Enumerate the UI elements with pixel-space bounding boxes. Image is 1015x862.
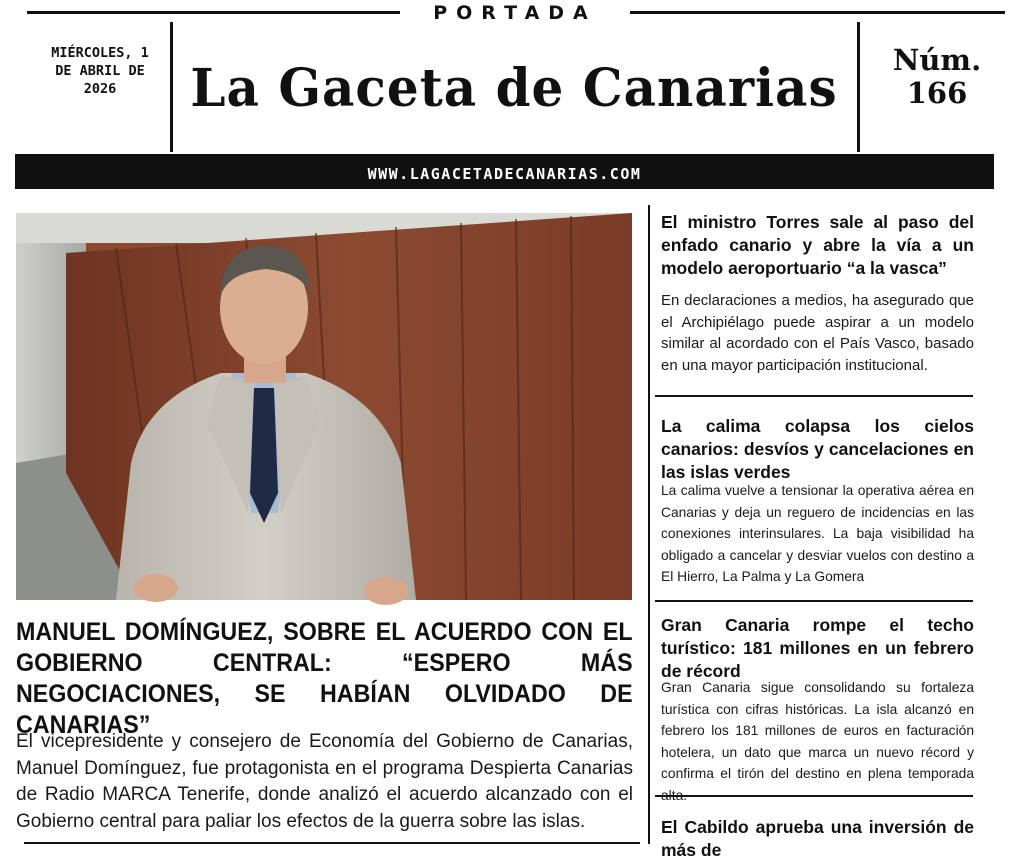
section-label: PORTADA: [433, 2, 597, 24]
issue-number: [872, 44, 1002, 110]
column-divider: [648, 205, 650, 844]
side-headline-4[interactable]: El Cabildo aprueba una inversión de más de: [661, 817, 974, 860]
lead-headline[interactable]: MANUEL DOMÍNGUEZ, SOBRE EL ACUERDO CON EL GOBIERNO CENTRAL: “ESPERO MÁS NEGOCIACIONES, SE HABÍAN OLVIDADO DE CANARIAS”: [16, 618, 633, 739]
lead-body: El vicepresidente y consejero de Economía del Gobierno de Canarias, Manuel Domínguez, fue protagonista en el programa Despierta Canarias de Radio MARCA Tenerife, donde analizó el acuerdo alcanzado con el Gobierno central para paliar los efectos de la guerra sobre las islas.: [16, 731, 633, 832]
portrait-photo-illustration: [16, 213, 632, 600]
masthead-divider-right: [857, 22, 860, 152]
side-rule-2: [655, 600, 973, 602]
side-headline-1[interactable]: El ministro Torres sale al paso del enfado canario y abre la vía a un modelo aeroportuario “a la vasca”: [661, 212, 974, 278]
side-rule-1: [655, 395, 973, 397]
url-bar: [15, 154, 994, 189]
issue-value: 166: [906, 76, 968, 110]
side-headline-2[interactable]: La calima colapsa los cielos canarios: desvíos y cancelaciones en las islas verdes: [661, 416, 974, 482]
masthead-title: La Gaceta de Canarias: [190, 56, 838, 119]
issue-label: Núm.: [892, 43, 982, 77]
date-line-2: DE ABRIL DE: [55, 63, 145, 79]
top-rule-left: [27, 11, 400, 14]
masthead-divider-left: [170, 22, 173, 152]
top-rule-right: [630, 11, 1005, 14]
side-body-2: La calima vuelve a tensionar la operativa aérea en Canarias y deja un reguero de incidencias en las conexiones interinsulares. La baja visibilidad ha obligado a cancelar y desviar vuelos con destino a El Hierro, La Palma y La Gomera: [661, 483, 974, 584]
side-body-1: En declaraciones a medios, ha asegurado que el Archipiélago puede aspirar a un modelo similar al acordado con el País Vasco, basado en una mayor participación institucional.: [661, 292, 974, 374]
bottom-rule: [24, 842, 640, 844]
date-line-3: 2026: [83, 81, 117, 97]
side-headline-3[interactable]: Gran Canaria rompe el techo turístico: 181 millones en un febrero de récord: [661, 615, 974, 681]
date-line-1: MIÉRCOLES, 1: [51, 45, 149, 61]
side-body-3: Gran Canaria sigue consolidando su fortaleza turística con cifras históricas. La isla alcanzó en febrero los 181 millones de euros en facturación hotelera, un dato que marca un nuevo récord y confirma el tirón del destino en plena temporada: [661, 680, 974, 781]
side-rule-3: [655, 795, 973, 797]
lead-photo: [16, 213, 632, 600]
site-url[interactable]: WWW.LAGACETADECANARIAS.COM: [367, 165, 642, 183]
issue-date: [50, 44, 150, 98]
